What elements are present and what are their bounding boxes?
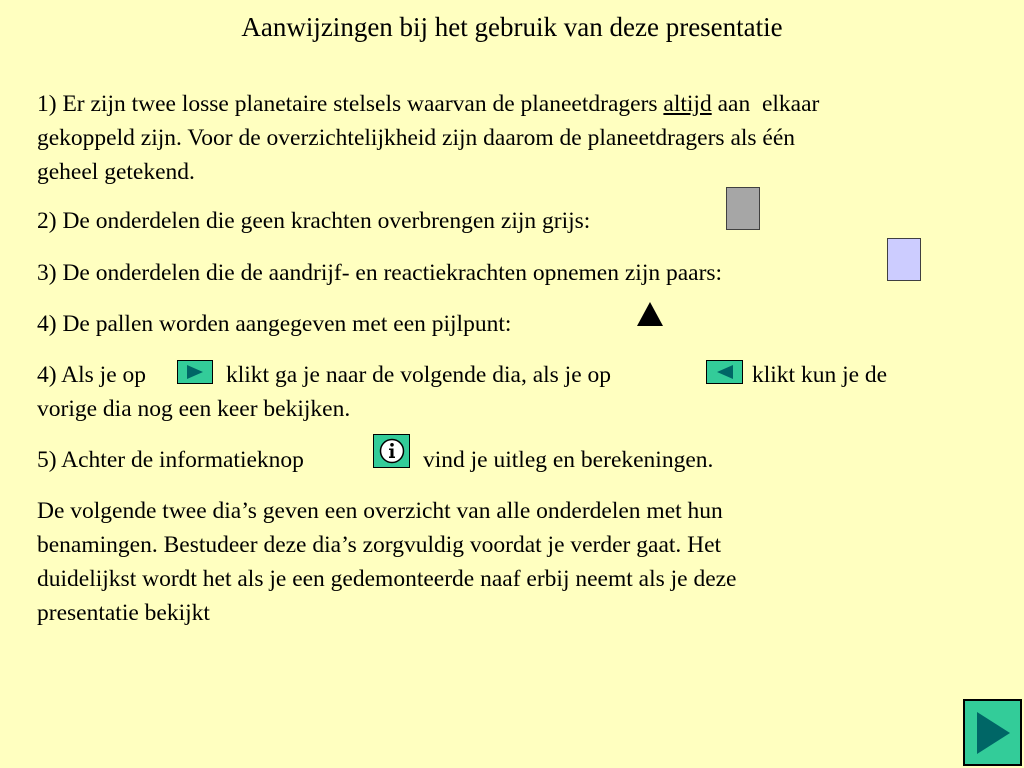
- instruction-1-text-end: aan elkaar: [711, 91, 820, 117]
- next-slide-button[interactable]: [963, 699, 1022, 766]
- instruction-1-line-3: geheel getekend.: [37, 159, 195, 185]
- play-forward-icon: [185, 364, 205, 380]
- play-forward-icon: [973, 709, 1013, 757]
- instruction-1-emphasis: altijd: [663, 91, 712, 117]
- instruction-1-line-2: gekoppeld zijn. Voor de overzichtelijkheid zijn daarom de planeetdragers als één: [37, 125, 796, 151]
- instruction-5-line-2: vorige dia nog een keer bekijken.: [37, 396, 351, 422]
- grey-part-swatch: [726, 187, 760, 230]
- closing-line-1: De volgende twee dia’s geven een overzicht van alle onderdelen met hun: [37, 498, 723, 524]
- instruction-6-part-2: vind je uitleg en berekeningen.: [423, 447, 714, 473]
- info-button-sample[interactable]: [373, 434, 410, 468]
- page-title: Aanwijzingen bij het gebruik van deze presentatie: [241, 12, 783, 42]
- instruction-1: [37, 87, 997, 189]
- closing-line-3: duidelijkst wordt het als je een gedemonteerde naaf erbij neemt als je deze: [37, 566, 737, 592]
- instruction-6-part-1: 5) Achter de informatieknop: [37, 447, 304, 473]
- instruction-4: [37, 307, 997, 341]
- purple-part-swatch: [887, 238, 921, 281]
- instruction-2-text: 2) De onderdelen die geen krachten overbrengen zijn grijs:: [37, 208, 591, 234]
- instruction-5-part-3: klikt kun je de: [752, 362, 888, 388]
- instruction-5-part-1: 4) Als je op: [37, 362, 147, 388]
- closing-line-4: presentatie bekijkt: [37, 600, 210, 626]
- instruction-1-text: 1) Er zijn twee losse planetaire stelsels waarvan de planeetdragers: [37, 91, 664, 117]
- play-back-icon: [715, 364, 735, 380]
- arrowhead-icon: [637, 302, 663, 326]
- info-icon: [379, 438, 405, 464]
- instruction-3: [37, 256, 997, 290]
- instruction-5-part-2: klikt ga je naar de volgende dia, als je op: [226, 362, 612, 388]
- instruction-3-text: 3) De onderdelen die de aandrijf- en reactiekrachten opnemen zijn paars:: [37, 260, 723, 286]
- closing-line-2: benamingen. Bestudeer deze dia’s zorgvuldig voordat je verder gaat. Het: [37, 532, 722, 558]
- instruction-2: [37, 204, 997, 238]
- instruction-4-text: 4) De pallen worden aangegeven met een pijlpunt:: [37, 311, 512, 337]
- closing-paragraph: [37, 494, 997, 630]
- next-button-sample[interactable]: [177, 360, 213, 384]
- previous-button-sample[interactable]: [706, 360, 743, 384]
